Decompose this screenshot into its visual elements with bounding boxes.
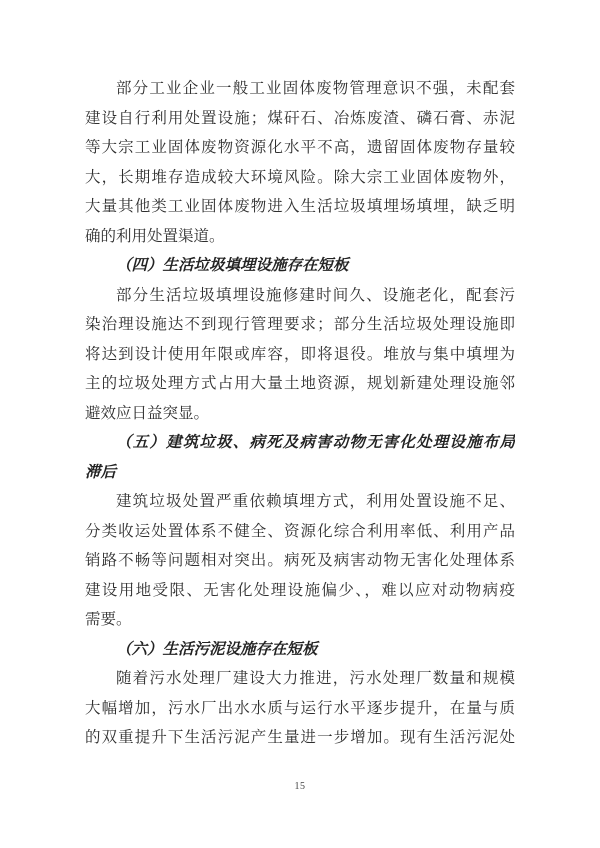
section-heading: 滞后 [85, 463, 117, 481]
paragraph-line: 建设自行利用处置设施；煤矸石、冶炼废渣、磷石膏、赤泥 [85, 109, 515, 127]
paragraph-line: 销路不畅等问题相对突出。病死及病害动物无害化处理体系 [85, 552, 515, 569]
paragraph-line: 大量其他类工业固体废物进入生活垃圾填埋场填埋，缺乏明 [85, 198, 515, 215]
paragraph-line: 大幅增加，污水厂出水水质与运行水平逐步提升，在量与质 [85, 699, 515, 717]
paragraph-line: 部分生活垃圾填埋设施修建时间久、设施老化，配套污 [116, 286, 515, 304]
paragraph-line: 主的垃圾处理方式占用大量土地资源，规划新建处理设施邻 [85, 375, 515, 392]
page-number: 15 [294, 781, 306, 792]
paragraph-line: 染治理设施达不到现行管理要求；部分生活垃圾处理设施即 [85, 316, 515, 333]
paragraph-line: 等大宗工业固体废物资源化水平不高，遗留固体废物存量较 [85, 139, 515, 156]
paragraph-line: 的双重提升下生活污泥产生量进一步增加。现有生活污泥处 [85, 729, 515, 746]
section-heading: （五）建筑垃圾、病死及病害动物无害化处理设施布局 [116, 434, 515, 451]
document-body [85, 74, 515, 753]
paragraph-line: 将达到设计使用年限或库容，即将退役。堆放与集中填埋为 [85, 345, 515, 363]
paragraph-line: 分类收运处置体系不健全、资源化综合利用率低、利用产品 [85, 522, 515, 540]
paragraph-line: 需要。 [85, 611, 132, 628]
paragraph-line: 随着污水处理厂建设大力推进，污水处理厂数量和规模 [116, 670, 515, 687]
section-heading: （四）生活垃圾填埋设施存在短板 [116, 257, 349, 274]
paragraph-line: 确的利用处置渠道。 [85, 227, 225, 245]
paragraph-line: 建筑垃圾处置严重依赖填埋方式，利用处置设施不足、 [116, 493, 515, 510]
section-heading: （六）生活污泥设施存在短板 [116, 640, 318, 658]
paragraph-line: 大，长期堆存造成较大环境风险。除大宗工业固体废物外， [85, 168, 515, 186]
paragraph-line: 建设用地受限、无害化处理设施偏少、，难以应对动物病疫 [85, 581, 515, 599]
paragraph-line: 避效应日益突显。 [85, 404, 210, 422]
paragraph-line: 部分工业企业一般工业固体废物管理意识不强，未配套 [116, 80, 515, 97]
